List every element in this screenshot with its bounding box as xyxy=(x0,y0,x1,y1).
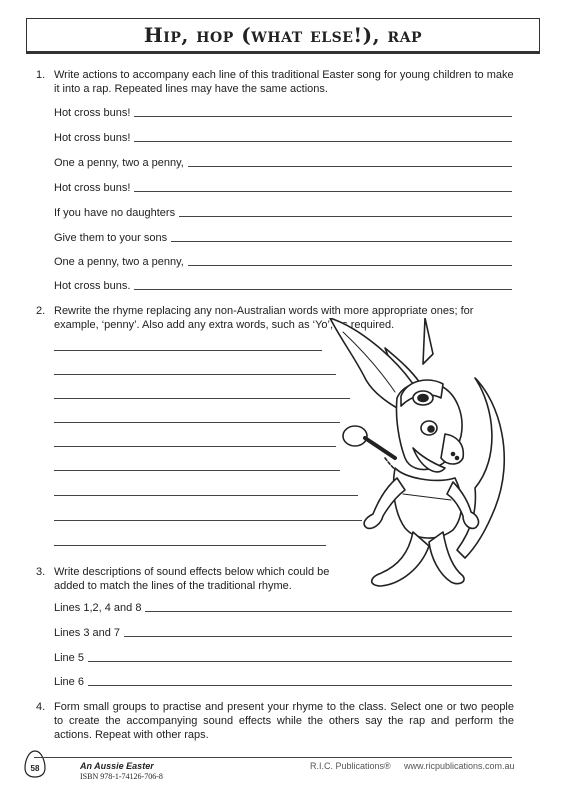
q1-line-label: Hot cross buns! xyxy=(54,182,131,194)
q2-answer-line[interactable] xyxy=(54,446,336,447)
q3-line-4[interactable] xyxy=(54,676,512,688)
question-2-number: 2. xyxy=(36,305,46,317)
q2-answer-line[interactable] xyxy=(54,398,350,399)
website-link[interactable]: www.ricpublications.com.au xyxy=(404,761,515,771)
q3-line-label: Line 5 xyxy=(54,652,84,664)
q2-answer-line[interactable] xyxy=(54,374,336,375)
publisher: R.I.C. Publications® xyxy=(310,761,391,771)
q1-line-8[interactable] xyxy=(54,280,512,292)
q3-line-label: Line 6 xyxy=(54,676,84,688)
book-title: An Aussie Easter xyxy=(80,761,154,771)
q2-answer-line[interactable] xyxy=(54,545,326,546)
q1-line-label: Give them to your sons xyxy=(54,232,168,244)
q2-answer-line[interactable] xyxy=(54,470,340,471)
isbn: ISBN 978-1-74126-706-8 xyxy=(80,772,163,781)
q1-line-label: Hot cross buns! xyxy=(54,107,131,119)
q1-line-label: One a penny, two a penny, xyxy=(54,157,184,169)
q2-answer-line[interactable] xyxy=(54,495,358,496)
q1-line-2[interactable] xyxy=(54,132,512,144)
q1-line-1[interactable] xyxy=(54,107,512,119)
kangaroo-rapper-illustration xyxy=(325,318,525,588)
q1-line-label: If you have no daughters xyxy=(54,207,176,219)
q3-line-2[interactable] xyxy=(54,627,512,639)
q1-line-4[interactable] xyxy=(54,182,512,194)
q2-answer-line[interactable] xyxy=(54,350,322,351)
question-4-text: Form small groups to practise and present your rhyme to the class. Select one or two people to create the accompanying sound effects while the others say the rap and perform the actions. Repeat with other raps. xyxy=(54,701,514,741)
question-4-number: 4. xyxy=(36,701,46,713)
question-3-number: 3. xyxy=(36,566,46,578)
question-3-text: Write descriptions of sound effects below which could be added to match the lines of the traditional rhyme. xyxy=(54,566,330,592)
q3-line-label: Lines 3 and 7 xyxy=(54,627,121,639)
q3-line-1[interactable] xyxy=(54,602,512,614)
q1-line-label: Hot cross buns! xyxy=(54,132,131,144)
q1-line-label: One a penny, two a penny, xyxy=(54,256,184,268)
page-title: Hip, hop (what else!), rap xyxy=(143,23,423,47)
q2-answer-line[interactable] xyxy=(54,422,340,423)
q1-line-3[interactable] xyxy=(54,157,512,169)
page-number: 58 xyxy=(30,764,40,773)
title-box xyxy=(26,18,540,54)
question-1-text: Write actions to accompany each line of this traditional Easter song for young children to make it into a rap. Repeated lines may have the same actions. xyxy=(54,69,514,95)
q2-answer-line[interactable] xyxy=(54,520,362,521)
footer-divider xyxy=(34,757,512,758)
question-2-text: Rewrite the rhyme replacing any non-Australian words with more appropriate ones; for example, ‘penny’. Also add any extra words, such as ‘Yo’, as required. xyxy=(54,305,474,331)
q1-line-6[interactable] xyxy=(54,232,512,244)
q1-line-5[interactable] xyxy=(54,207,512,219)
q1-line-label: Hot cross buns. xyxy=(54,280,131,292)
q3-line-3[interactable] xyxy=(54,652,512,664)
question-1-number: 1. xyxy=(36,69,46,81)
q3-line-label: Lines 1,2, 4 and 8 xyxy=(54,602,142,614)
q1-line-7[interactable] xyxy=(54,256,512,268)
